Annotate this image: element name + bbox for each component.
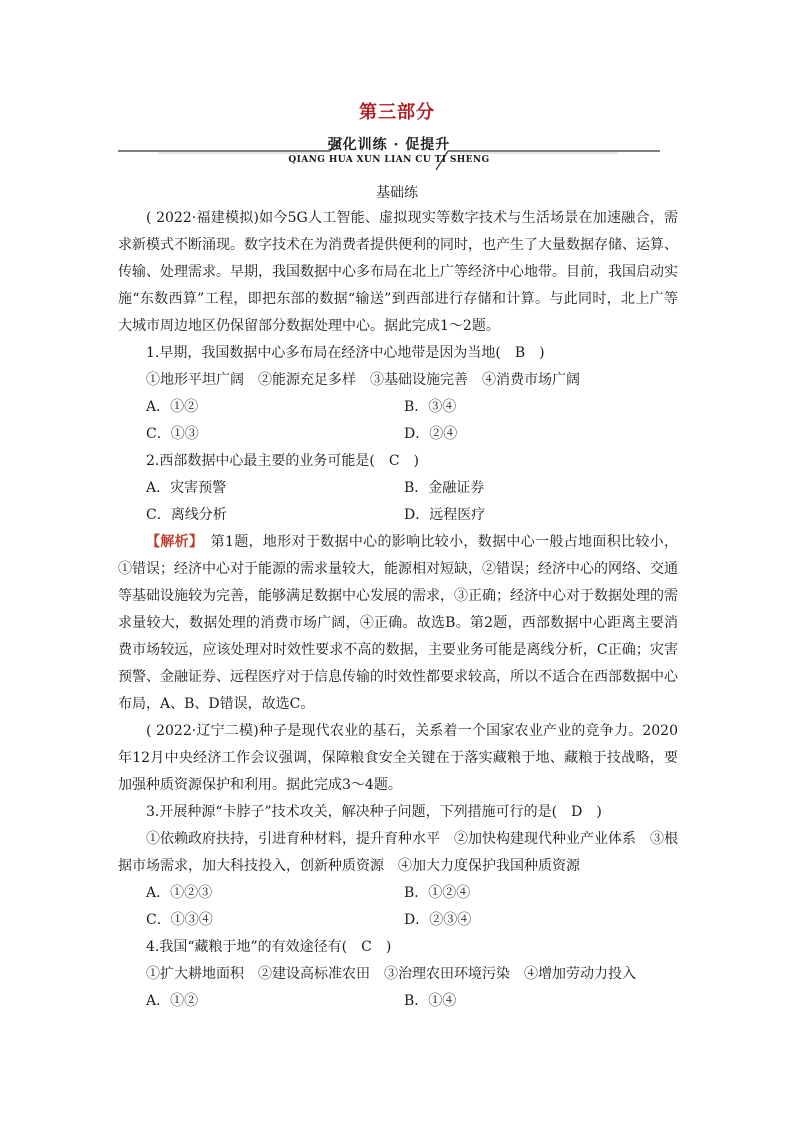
option-b: B．①④ xyxy=(404,993,457,1009)
question-1-statements: ①地形平坦广阔 ②能源充足多样 ③基础设施完善 ④消费市场广阔 xyxy=(146,372,580,388)
question-2-options-row-2 xyxy=(118,502,678,529)
question-1-options-row-2 xyxy=(118,421,678,448)
question-3-statements: ①依赖政府扶持，引进育种材料，提升育种水平 ②加快构建现代种业产业体系 ③根据市场需求，加大科技投入，创新种质资源 ④加大力度保护我国种质资源 xyxy=(118,831,678,874)
question-4-stem: 4.我国“藏粮于地”的有效途径有( C ) xyxy=(146,939,392,955)
option-b: B．①②④ xyxy=(404,885,471,901)
section-banner xyxy=(118,134,660,174)
question-block xyxy=(118,205,678,1015)
question-3-options-row-2 xyxy=(118,907,678,934)
option-b: B．③④ xyxy=(404,399,457,415)
section-heading: 基础练 xyxy=(376,185,418,201)
option-a: A．灾害预警 xyxy=(146,480,227,496)
question-2-stem: 2.西部数据中心最主要的业务可能是( C ) xyxy=(146,453,419,469)
option-c: C．离线分析 xyxy=(146,507,227,523)
banner-title: 强化训练 · 促提升 xyxy=(327,137,451,153)
option-a: A．①② xyxy=(146,399,199,415)
option-a: A．①②③ xyxy=(146,885,213,901)
question-2-options-row-1 xyxy=(118,475,678,502)
analysis-label: 【解析】 xyxy=(146,534,197,550)
option-b: B．金融证券 xyxy=(404,480,485,496)
option-c: C．①③ xyxy=(146,426,199,442)
question-3-options-row-1 xyxy=(118,880,678,907)
option-d: D．远程医疗 xyxy=(404,507,486,523)
part-title: 第三部分 xyxy=(359,102,435,123)
question-4-options-row-1 xyxy=(118,988,678,1015)
reading-passage-1: ( 2022·福建模拟)如今5G人工智能、虚拟现实等数字技术与生活场景在加速融合，需求新模式不断涌现。数字技术在为消费者提供便利的同时，也产生了大量数据存储、运算、传输、处理需求。早期，我国数据中心多布局在北上广等经济中心地带。目前，我国启动实施“东数西算”工程，即把东部的数据“输送”到西部进行存储和计算。与此同时，北上广等大城市周边地区仍保留部分数据处理中心。据此完成1～2题。 xyxy=(118,210,678,334)
option-a: A．①② xyxy=(146,993,199,1009)
analysis-paragraph xyxy=(118,529,678,718)
option-d: D．②④ xyxy=(404,426,458,442)
question-1-stem: 1.早期，我国数据中心多布局在经济中心地带是因为当地( B ) xyxy=(146,345,545,361)
question-1-options-row-1 xyxy=(118,394,678,421)
question-4-statements: ①扩大耕地面积 ②建设高标准农田 ③治理农田环境污染 ④增加劳动力投入 xyxy=(146,966,636,982)
question-3-stem: 3.开展种源“卡脖子”技术攻关，解决种子问题，下列措施可行的是( D ) xyxy=(146,804,602,820)
reading-passage-2: ( 2022·辽宁二模)种子是现代农业的基石，关系着一个国家农业产业的竞争力。2020年12月中央经济工作会议强调，保障粮食安全关键在于落实藏粮于地、藏粮于技战略，要加强种质资源保护和利用。据此完成3～4题。 xyxy=(118,723,678,793)
option-d: D．②③④ xyxy=(404,912,472,928)
analysis-text: 第1题，地形对于数据中心的影响比较小，数据中心一般占地面积比较小，①错误；经济中心对于能源的需求量较大，能源相对短缺，②错误；经济中心的网络、交通等基础设施较为完善，能够满足数据中心发展的需求，③正确；经济中心对于数据处理的需求量较大，数据处理的消费市场广阔，④正确。故选B。第2题，西部数据中心距离主要消费市场较远，应该处理对时效性要求不高的数据，主要业务可能是离线分析，C正确；灾害预警、金融证券、远程医疗对于信息传输的时效性都要求较高，所以不适合在西部数据中心布局，A、B、D错误，故选C。 xyxy=(118,534,679,712)
banner-pinyin: QIANG HUA XUN LIAN CU TI SHENG xyxy=(288,155,490,165)
option-c: C．①③④ xyxy=(146,912,213,928)
